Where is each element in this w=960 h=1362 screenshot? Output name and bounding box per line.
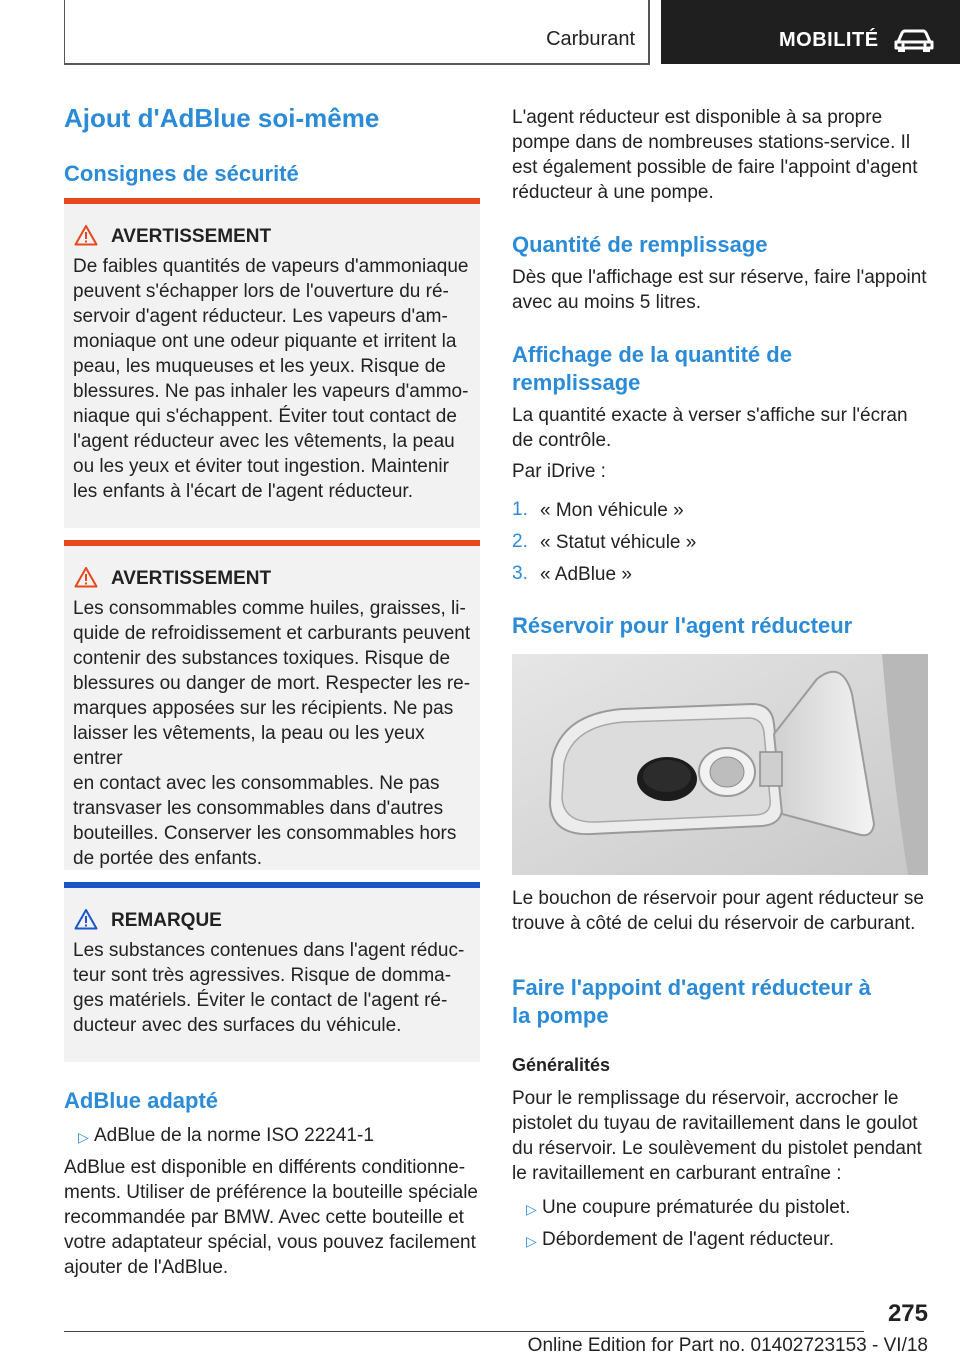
header-section-title: Carburant: [546, 28, 635, 50]
warning-box-1: [64, 198, 480, 528]
step-number: 1.: [512, 499, 528, 520]
note-title: REMARQUE: [111, 910, 222, 931]
warning-triangle-icon: [74, 908, 98, 930]
car-icon: [894, 28, 934, 52]
step-number: 2.: [512, 531, 528, 552]
warning-box-2: [64, 540, 480, 870]
list-item: Débordement de l'agent réducteur.: [542, 1229, 834, 1250]
warning-text: Les consommables comme huiles, graisses, li- quide de refroidissement et carburants peuvent contenir des substances toxiques. Risque de blessures ou danger de mort. Respecter les re- marques apposées sur les récipients. Ne pas laisser les vêtements, la peau ou les yeux entrer en contact avec les consommables. Ne pas transvaser les consommables dans d'autres bouteilles. Conserver les consommables hors de portée des enfants.: [73, 598, 471, 869]
note-box: [64, 882, 480, 1062]
warning-title: AVERTISSEMENT: [111, 568, 272, 589]
triangle-bullet-icon: ▷: [78, 1129, 89, 1145]
footer-edition: Online Edition for Part no. 01402723153 - VI/18: [527, 1335, 928, 1356]
warning-triangle-icon: [74, 224, 98, 246]
header-chapter-label: MOBILITÉ: [779, 29, 879, 51]
warning-bar: [64, 540, 480, 546]
quantity-heading: Quantité de remplissage: [512, 232, 768, 257]
header-bottom-border: [64, 63, 650, 65]
footer-rule: [64, 1331, 864, 1332]
adblue-paragraph: AdBlue est disponible en différents conditionne- ments. Utiliser de préférence la bouteille spéciale recommandée par BMW. Avec cette bouteille et votre adaptateur spécial, vous pouvez facilement ajouter de l'AdBlue.: [64, 1157, 478, 1278]
safety-heading: Consignes de sécurité: [64, 161, 299, 186]
general-paragraph: Pour le remplissage du réservoir, accrocher le pistolet du tuyau de ravitaillement dans le goulot du réservoir. Le soulèvement du pistolet pendant le ravitaillement en carburant entraîne :: [512, 1088, 922, 1184]
warning-text: De faibles quantités de vapeurs d'ammoniaque peuvent s'échapper lors de l'ouverture du ré- servoir d'agent réducteur. Les vapeurs d'am- moniaque ont une odeur piquante et irritent la peau, les muqueuses et les yeux. Risque de blessures. Ne pas inhaler les vapeurs d'ammo- niaque qui s'échappent. Éviter tout contact de l'agent réducteur avec les vêtements, la peau ou les yeux et éviter tout ingestion. Maintenir les enfants à l'écart de l'agent réducteur.: [73, 256, 469, 502]
step-text: « Mon véhicule »: [540, 500, 684, 521]
adblue-spec-item: AdBlue de la norme ISO 22241-1: [94, 1125, 374, 1146]
triangle-bullet-icon: ▷: [526, 1201, 537, 1217]
filler-cap-illustration: [512, 654, 928, 875]
triangle-bullet-icon: ▷: [526, 1233, 537, 1249]
header-divider: [648, 0, 650, 64]
note-bar: [64, 882, 480, 888]
warning-triangle-icon: [74, 566, 98, 588]
step-text: « AdBlue »: [540, 564, 632, 585]
list-item: Une coupure prématurée du pistolet.: [542, 1197, 851, 1218]
quantity-paragraph: Dès que l'affichage est sur réserve, faire l'appoint avec au moins 5 litres.: [512, 267, 927, 313]
warning-bar: [64, 198, 480, 204]
step-text: « Statut véhicule »: [540, 532, 697, 553]
general-heading: Généralités: [512, 1055, 611, 1075]
page-title: Ajout d'AdBlue soi-même: [64, 103, 380, 133]
tank-heading: Réservoir pour l'agent réducteur: [512, 613, 853, 638]
photo-caption: Le bouchon de réservoir pour agent réducteur se trouve à côté de celui du réservoir de carburant.: [512, 888, 924, 934]
header-chapter-tab: [661, 0, 960, 64]
header-left-border: [64, 0, 65, 64]
adblue-heading: AdBlue adapté: [64, 1088, 219, 1113]
page-number: 275: [887, 1300, 928, 1327]
idrive-label: Par iDrive :: [512, 461, 606, 482]
step-number: 3.: [512, 563, 528, 584]
display-heading: Affichage de la quantité de remplissage: [512, 342, 792, 395]
pump-heading: Faire l'appoint d'agent réducteur à la pompe: [512, 975, 871, 1028]
warning-title: AVERTISSEMENT: [111, 226, 272, 247]
note-text: Les substances contenues dans l'agent réduc- teur sont très agressives. Risque de domma- ges matériels. Éviter le contact de l'agent ré- ducteur avec des surfaces du véhicule.: [73, 940, 465, 1036]
filler-cap-photo: [512, 654, 928, 875]
display-paragraph: La quantité exacte à verser s'affiche sur l'écran de contrôle.: [512, 405, 908, 451]
intro-paragraph: L'agent réducteur est disponible à sa propre pompe dans de nombreuses stations-service. Il est également possible de faire l'appoint d'agent réducteur à une pompe.: [512, 107, 918, 203]
